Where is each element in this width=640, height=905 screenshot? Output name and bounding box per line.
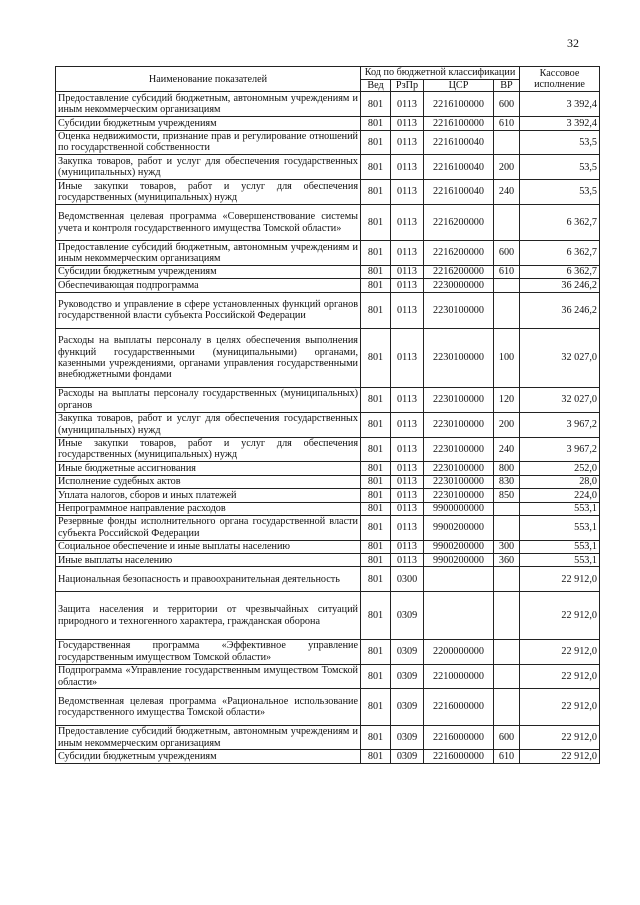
row-value: 22 912,0	[520, 750, 600, 763]
table-row	[56, 130, 600, 155]
header-name: Наименование показателей	[56, 67, 361, 92]
row-ved: 801	[361, 475, 391, 488]
table-row	[56, 412, 600, 437]
row-csr: 2230100000	[424, 292, 494, 328]
row-ved: 801	[361, 515, 391, 540]
row-ved: 801	[361, 664, 391, 689]
table-row	[56, 328, 600, 387]
row-value: 22 912,0	[520, 567, 600, 592]
row-vr: 600	[494, 92, 520, 117]
table-row	[56, 725, 600, 750]
row-ved: 801	[361, 639, 391, 664]
row-name: Иные бюджетные ассигнования	[56, 462, 361, 475]
row-name: Социальное обеспечение и иные выплаты населению	[56, 540, 361, 553]
row-vr: 610	[494, 265, 520, 278]
row-value: 22 912,0	[520, 664, 600, 689]
row-ved: 801	[361, 117, 391, 130]
header-vr: ВР	[494, 80, 520, 92]
row-name: Иные выплаты населению	[56, 554, 361, 567]
row-value: 3 967,2	[520, 437, 600, 462]
row-value: 553,1	[520, 515, 600, 540]
row-ved: 801	[361, 204, 391, 240]
table-row	[56, 180, 600, 205]
row-rzpr: 0309	[391, 689, 424, 725]
row-vr: 120	[494, 387, 520, 412]
row-ved: 801	[361, 489, 391, 502]
row-csr: 9900200000	[424, 515, 494, 540]
table-row	[56, 204, 600, 240]
header-csr: ЦСР	[424, 80, 494, 92]
row-ved: 801	[361, 292, 391, 328]
table-row	[56, 515, 600, 540]
row-rzpr: 0113	[391, 92, 424, 117]
row-rzpr: 0113	[391, 117, 424, 130]
row-name: Расходы на выплаты персоналу в целях обеспечения выполнения функций государственными (муниципальными) органами, казенными учреждениями, органами управления государственными внебюджетными фондами	[56, 328, 361, 387]
row-value: 36 246,2	[520, 292, 600, 328]
row-value: 53,5	[520, 155, 600, 180]
row-rzpr: 0113	[391, 265, 424, 278]
row-vr	[494, 664, 520, 689]
row-ved: 801	[361, 554, 391, 567]
row-ved: 801	[361, 279, 391, 292]
row-name: Непрограммное направление расходов	[56, 502, 361, 515]
table-row	[56, 292, 600, 328]
row-value: 224,0	[520, 489, 600, 502]
row-csr: 2230100000	[424, 437, 494, 462]
row-name: Ведомственная целевая программа «Совершенствование системы учета и контроля государственного имущества Томской области»	[56, 204, 361, 240]
table-row	[56, 750, 600, 763]
row-csr: 2230000000	[424, 279, 494, 292]
row-rzpr: 0309	[391, 750, 424, 763]
row-ved: 801	[361, 92, 391, 117]
row-csr: 2230100000	[424, 412, 494, 437]
table-row	[56, 117, 600, 130]
row-value: 53,5	[520, 180, 600, 205]
row-ved: 801	[361, 130, 391, 155]
row-rzpr: 0113	[391, 554, 424, 567]
row-csr: 2216100000	[424, 92, 494, 117]
table-body	[56, 92, 600, 763]
row-name: Руководство и управление в сфере установленных функций органов государственной власти субъекта Российской Федерации	[56, 292, 361, 328]
row-name: Защита населения и территории от чрезвычайных ситуаций природного и техногенного характера, гражданская оборона	[56, 592, 361, 640]
row-ved: 801	[361, 567, 391, 592]
row-ved: 801	[361, 750, 391, 763]
header-rzpr: РзПр	[391, 80, 424, 92]
row-ved: 801	[361, 540, 391, 553]
row-csr: 2216000000	[424, 689, 494, 725]
row-name: Предоставление субсидий бюджетным, автономным учреждениям и иным некоммерческим организациям	[56, 241, 361, 266]
row-csr: 2210000000	[424, 664, 494, 689]
row-csr: 2216200000	[424, 204, 494, 240]
row-csr: 2200000000	[424, 639, 494, 664]
row-vr: 800	[494, 462, 520, 475]
row-rzpr: 0113	[391, 279, 424, 292]
header-ved: Вед	[361, 80, 391, 92]
row-vr	[494, 279, 520, 292]
row-value: 252,0	[520, 462, 600, 475]
row-name: Ведомственная целевая программа «Рациональное использование государственного имущества Томской области»	[56, 689, 361, 725]
row-name: Предоставление субсидий бюджетным, автономным учреждениям и иным некоммерческим организациям	[56, 92, 361, 117]
row-vr: 360	[494, 554, 520, 567]
row-vr	[494, 515, 520, 540]
row-ved: 801	[361, 155, 391, 180]
row-name: Субсидии бюджетным учреждениям	[56, 265, 361, 278]
row-value: 22 912,0	[520, 592, 600, 640]
row-vr	[494, 292, 520, 328]
row-name: Субсидии бюджетным учреждениям	[56, 117, 361, 130]
table-row	[56, 387, 600, 412]
table-row	[56, 489, 600, 502]
row-name: Закупка товаров, работ и услуг для обеспечения государственных (муниципальных) нужд	[56, 412, 361, 437]
row-ved: 801	[361, 592, 391, 640]
row-csr: 9900200000	[424, 540, 494, 553]
row-csr	[424, 592, 494, 640]
row-vr: 600	[494, 241, 520, 266]
row-rzpr: 0113	[391, 475, 424, 488]
row-csr: 2230100000	[424, 328, 494, 387]
row-ved: 801	[361, 689, 391, 725]
row-csr: 9900000000	[424, 502, 494, 515]
row-rzpr: 0113	[391, 540, 424, 553]
table-row	[56, 155, 600, 180]
row-value: 6 362,7	[520, 265, 600, 278]
row-ved: 801	[361, 725, 391, 750]
row-csr: 2216200000	[424, 241, 494, 266]
row-value: 3 967,2	[520, 412, 600, 437]
row-value: 553,1	[520, 554, 600, 567]
row-vr: 100	[494, 328, 520, 387]
row-rzpr: 0113	[391, 412, 424, 437]
row-vr	[494, 689, 520, 725]
row-vr: 300	[494, 540, 520, 553]
row-csr: 2216100040	[424, 130, 494, 155]
row-name: Исполнение судебных актов	[56, 475, 361, 488]
row-csr: 2216100000	[424, 117, 494, 130]
row-csr: 2230100000	[424, 489, 494, 502]
row-vr	[494, 567, 520, 592]
row-name: Иные закупки товаров, работ и услуг для обеспечения государственных (муниципальных) нужд	[56, 437, 361, 462]
table-row	[56, 279, 600, 292]
row-rzpr: 0113	[391, 489, 424, 502]
table-row	[56, 502, 600, 515]
row-ved: 801	[361, 328, 391, 387]
row-csr: 2216100040	[424, 180, 494, 205]
header-code-group: Код по бюджетной классификации	[361, 67, 520, 80]
row-rzpr: 0309	[391, 639, 424, 664]
row-value: 22 912,0	[520, 689, 600, 725]
row-rzpr: 0113	[391, 387, 424, 412]
table-row	[56, 241, 600, 266]
row-rzpr: 0113	[391, 462, 424, 475]
row-vr: 240	[494, 180, 520, 205]
row-csr: 2216000000	[424, 750, 494, 763]
row-csr: 2230100000	[424, 475, 494, 488]
row-rzpr: 0309	[391, 592, 424, 640]
row-name: Государственная программа «Эффективное управление государственным имуществом Томской области»	[56, 639, 361, 664]
row-value: 3 392,4	[520, 92, 600, 117]
row-value: 32 027,0	[520, 328, 600, 387]
table-row	[56, 265, 600, 278]
row-value: 553,1	[520, 540, 600, 553]
row-vr	[494, 204, 520, 240]
row-csr: 2230100000	[424, 387, 494, 412]
row-name: Резервные фонды исполнительного органа государственной власти субъекта Российской Федерации	[56, 515, 361, 540]
row-name: Уплата налогов, сборов и иных платежей	[56, 489, 361, 502]
row-name: Подпрограмма «Управление государственным имуществом Томской области»	[56, 664, 361, 689]
row-name: Обеспечивающая подпрограмма	[56, 279, 361, 292]
row-name: Иные закупки товаров, работ и услуг для обеспечения государственных (муниципальных) нужд	[56, 180, 361, 205]
row-ved: 801	[361, 180, 391, 205]
row-vr	[494, 130, 520, 155]
table-row	[56, 437, 600, 462]
row-ved: 801	[361, 387, 391, 412]
row-name: Закупка товаров, работ и услуг для обеспечения государственных (муниципальных) нужд	[56, 155, 361, 180]
row-rzpr: 0113	[391, 437, 424, 462]
row-vr: 830	[494, 475, 520, 488]
row-ved: 801	[361, 265, 391, 278]
row-value: 3 392,4	[520, 117, 600, 130]
row-csr: 9900200000	[424, 554, 494, 567]
row-name: Предоставление субсидий бюджетным, автономным учреждениям и иным некоммерческим организациям	[56, 725, 361, 750]
row-rzpr: 0113	[391, 130, 424, 155]
row-rzpr: 0300	[391, 567, 424, 592]
row-vr	[494, 639, 520, 664]
table-row	[56, 567, 600, 592]
row-vr: 610	[494, 117, 520, 130]
budget-table	[55, 66, 600, 764]
row-vr: 600	[494, 725, 520, 750]
row-name: Субсидии бюджетным учреждениям	[56, 750, 361, 763]
table-row	[56, 92, 600, 117]
row-vr: 850	[494, 489, 520, 502]
table-row	[56, 592, 600, 640]
table-row	[56, 689, 600, 725]
row-rzpr: 0309	[391, 725, 424, 750]
row-name: Расходы на выплаты персоналу государственных (муниципальных) органов	[56, 387, 361, 412]
row-value: 6 362,7	[520, 204, 600, 240]
row-rzpr: 0309	[391, 664, 424, 689]
row-ved: 801	[361, 412, 391, 437]
row-ved: 801	[361, 462, 391, 475]
row-csr: 2216200000	[424, 265, 494, 278]
row-value: 36 246,2	[520, 279, 600, 292]
table-row	[56, 554, 600, 567]
row-rzpr: 0113	[391, 180, 424, 205]
row-rzpr: 0113	[391, 241, 424, 266]
row-value: 28,0	[520, 475, 600, 488]
row-ved: 801	[361, 502, 391, 515]
row-vr: 610	[494, 750, 520, 763]
row-value: 22 912,0	[520, 725, 600, 750]
row-name: Оценка недвижимости, признание прав и регулирование отношений по государственной собственности	[56, 130, 361, 155]
row-value: 6 362,7	[520, 241, 600, 266]
row-vr: 240	[494, 437, 520, 462]
row-vr	[494, 502, 520, 515]
row-value: 32 027,0	[520, 387, 600, 412]
row-value: 553,1	[520, 502, 600, 515]
row-ved: 801	[361, 437, 391, 462]
table-row	[56, 540, 600, 553]
table-row	[56, 475, 600, 488]
row-value: 22 912,0	[520, 639, 600, 664]
row-ved: 801	[361, 241, 391, 266]
row-vr: 200	[494, 412, 520, 437]
page-number: 32	[567, 36, 579, 50]
row-csr: 2230100000	[424, 462, 494, 475]
row-csr	[424, 567, 494, 592]
row-rzpr: 0113	[391, 155, 424, 180]
table-row	[56, 664, 600, 689]
table-row	[56, 639, 600, 664]
row-rzpr: 0113	[391, 515, 424, 540]
row-vr	[494, 592, 520, 640]
row-rzpr: 0113	[391, 502, 424, 515]
row-csr: 2216100040	[424, 155, 494, 180]
row-rzpr: 0113	[391, 204, 424, 240]
row-csr: 2216000000	[424, 725, 494, 750]
row-name: Национальная безопасность и правоохранительная деятельность	[56, 567, 361, 592]
row-value: 53,5	[520, 130, 600, 155]
row-vr: 200	[494, 155, 520, 180]
row-rzpr: 0113	[391, 328, 424, 387]
row-rzpr: 0113	[391, 292, 424, 328]
table-row	[56, 462, 600, 475]
header-execution: Кассовое исполнение	[520, 67, 600, 92]
